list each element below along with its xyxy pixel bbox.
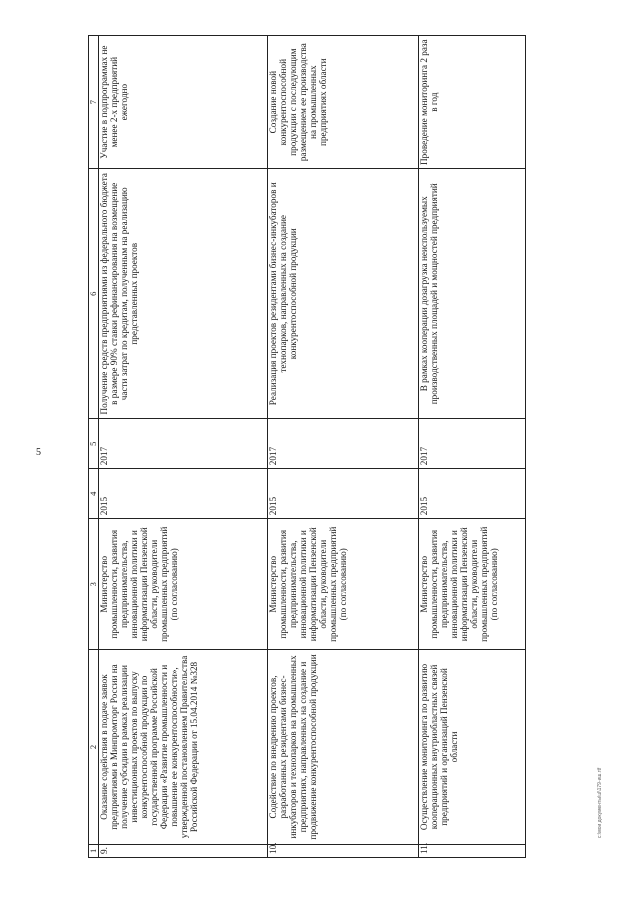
rotated-table-wrapper [88, 35, 588, 858]
action-cell: Оказание содействия в подаче заявок предприятиями в Минпромторг России на получение субсидии в рамках реализации инвестиционных проектов по выпуску конкурентоспособной продукции по государственной программе Российской Федерации «Развитие промышленности и повышение ее конкурентоспособности», утвержденной постановлением Правительства Российской Федерации от 15.04.2014 №328 [99, 650, 268, 844]
start-year-cell: 2015 [419, 469, 526, 519]
row-number: 10. [268, 844, 419, 857]
indicator-cell: Участие в подпрограммах не менее 2-х предприятий ежегодно [99, 36, 268, 169]
start-year-cell: 2015 [268, 469, 419, 519]
header-cell: 6 [89, 169, 99, 419]
indicator-cell: Проведение мониторинга 2 раза в год [419, 36, 526, 169]
table-row [268, 36, 419, 858]
header-cell: 1 [89, 844, 99, 857]
footer-file-path: c:\мои документы\ul\179-иш.rtf [597, 767, 603, 838]
start-year-cell: 2015 [99, 469, 268, 519]
activities-table [88, 35, 526, 858]
result-cell: Реализация проектов резидентами бизнес-инкубаторов и технопарков, направленных на создание конкурентоспособной продукции [268, 169, 419, 419]
row-number: 11. [419, 844, 526, 857]
header-cell: 7 [89, 36, 99, 169]
result-cell: В рамках кооперации дозагрузка неиспользуемых производственных площадей и мощностей предприятий [419, 169, 526, 419]
table-header-row [89, 36, 99, 858]
action-cell: Осуществление мониторинга по развитию кооперационных внутриобластных связей предприятий и организаций Пензенской области [419, 650, 526, 844]
table-row [419, 36, 526, 858]
header-cell: 5 [89, 419, 99, 469]
end-year-cell: 2017 [268, 419, 419, 469]
header-cell: 4 [89, 469, 99, 519]
indicator-cell: Создание новой конкурентоспособной продукции с последующим размещением ее производства на промышленных предприятиях области [268, 36, 419, 169]
header-cell: 2 [89, 650, 99, 844]
page-number: 5 [36, 447, 41, 458]
table-row [99, 36, 268, 858]
end-year-cell: 2017 [419, 419, 526, 469]
action-cell: Содействие по внедрению проектов, разработанных резидентами бизнес-инкубаторов и технопарков на промышленных предприятиях, направленных на создание и продвижение конкурентоспособной продукции [268, 650, 419, 844]
end-year-cell: 2017 [99, 419, 268, 469]
executor-cell: Министерство промышленности, развития предпринимательства, инновационной политики и информатизации Пензенской области, руководители промышленных предприятий (по согласованию) [99, 519, 268, 650]
row-number: 9. [99, 844, 268, 857]
result-cell: Получение средств предприятиями из федерального бюджета в размере 90% ставки рефинансирования на возмещение части затрат по кредитам, полученным на реализацию представленных проектов [99, 169, 268, 419]
executor-cell: Министерство промышленности, развития предпринимательства, инновационной политики и информатизации Пензенской области, руководители промышленных предприятий (по согласованию) [419, 519, 526, 650]
header-cell: 3 [89, 519, 99, 650]
executor-cell: Министерство промышленности, развития предпринимательства, инновационной политики и информатизации Пензенской области, руководители промышленных предприятий (по согласованию) [268, 519, 419, 650]
